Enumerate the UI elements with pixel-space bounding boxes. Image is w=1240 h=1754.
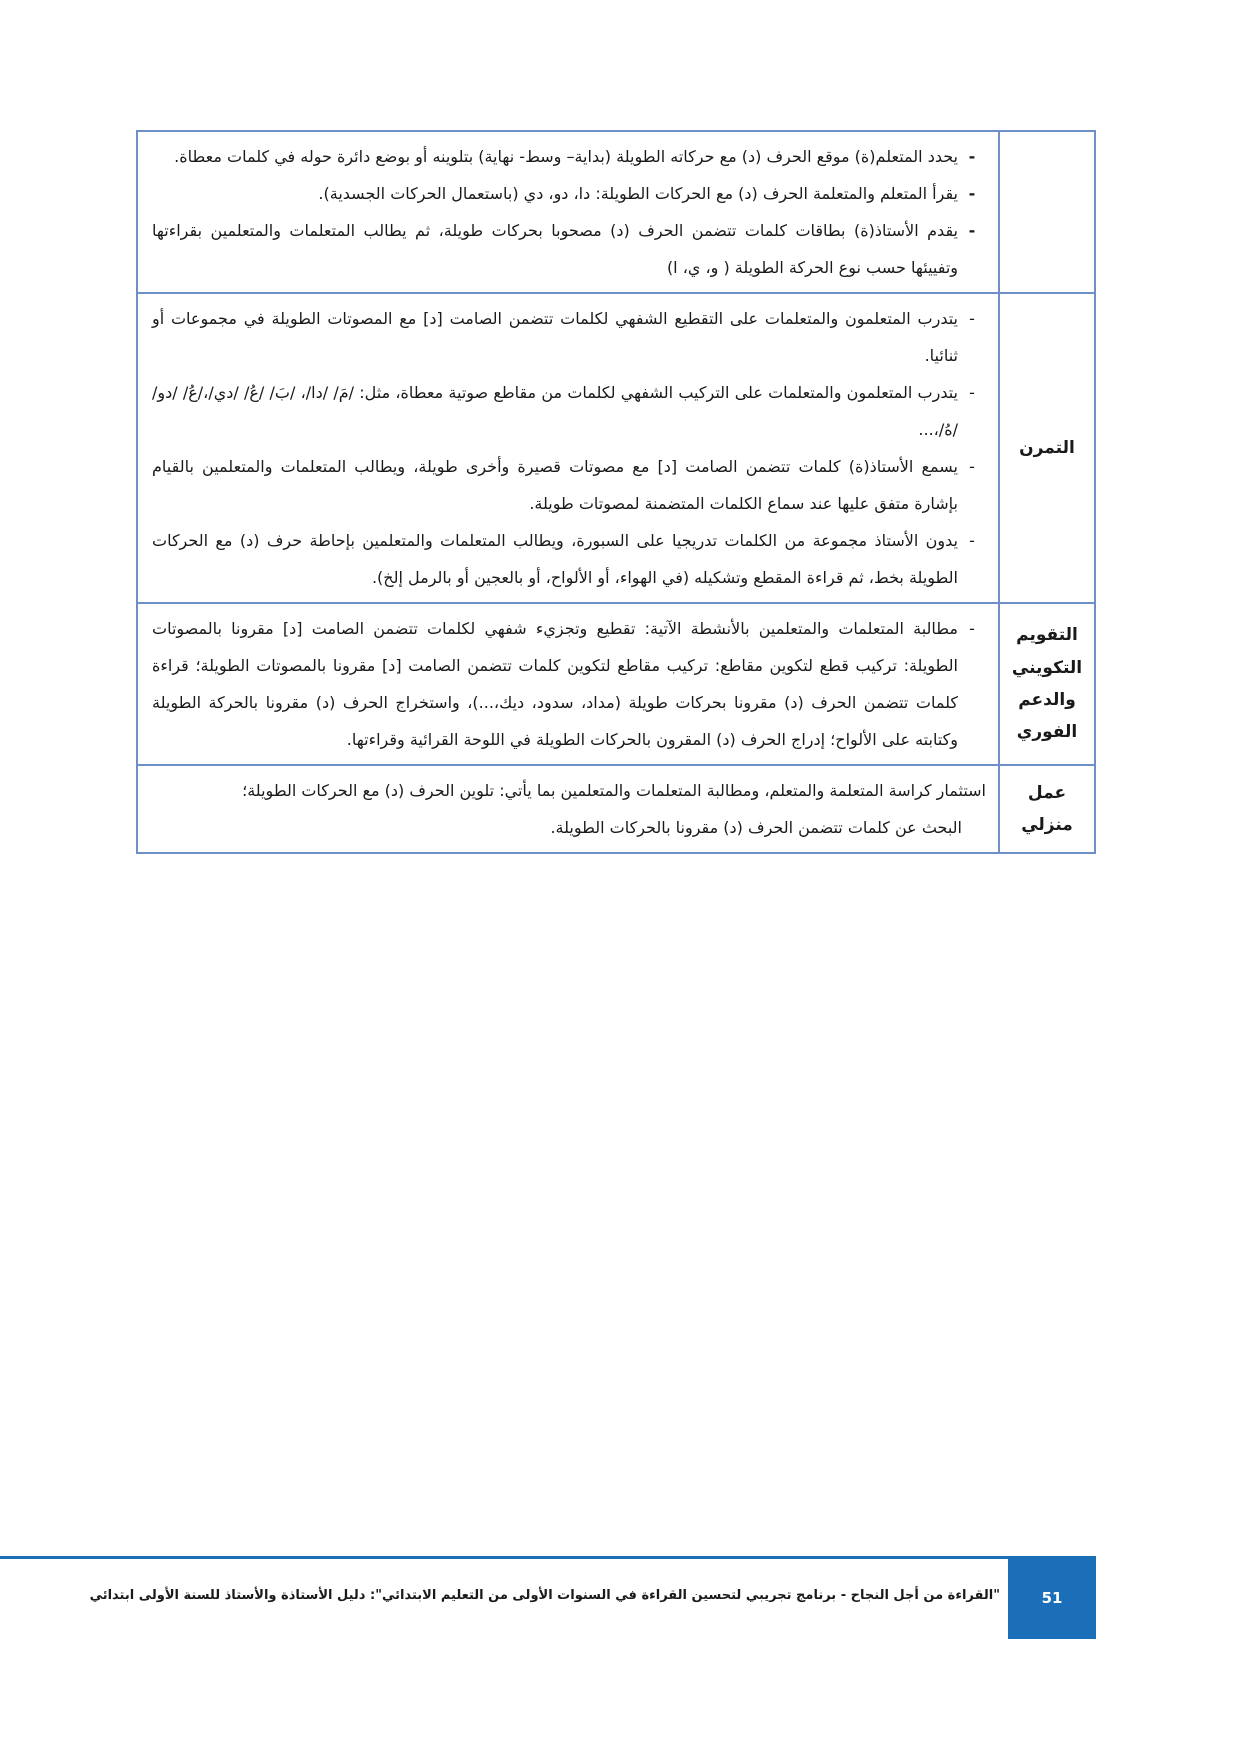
row-content-cell <box>137 603 999 765</box>
activity-list <box>152 300 986 596</box>
list-item: - يحدد المتعلم(ة) موقع الحرف (د) مع حركاته الطويلة (بداية– وسط- نهاية) بتلوينه أو بوضع دائرة حوله في كلمات معطاة. <box>152 138 986 175</box>
row-label-line: والدعم <box>1018 690 1076 710</box>
list-item: - يدون الأستاذ مجموعة من الكلمات تدريجيا على السبورة، ويطالب المتعلمات والمتعلمين بإحاطة حرف (د) مع الحركات الطويلة بخط، ثم قراءة المقطع وتشكيله (في الهواء، أو الألواح، أو بالعجين أو بالرمل إلخ). <box>152 522 986 596</box>
homework-line: البحث عن كلمات تتضمن الحرف (د) مقرونا بالحركات الطويلة. <box>550 818 962 837</box>
table-row <box>137 765 1095 853</box>
homework-line: استثمار كراسة المتعلمة والمتعلم، ومطالبة المتعلمات والمتعلمين بما يأتي: تلوين الحرف (د) مع الحركات الطويلة؛ <box>242 781 986 800</box>
activity-list <box>152 138 986 286</box>
dash-bullet-icon: - <box>969 457 975 476</box>
row-label-line: التكويني <box>1011 657 1083 678</box>
dash-bullet-icon: - <box>969 383 975 402</box>
list-item: - يقرأ المتعلم والمتعلمة الحرف (د) مع الحركات الطويلة: دا، دو، دي (باستعمال الحركات الجسدية). <box>152 175 986 212</box>
list-item: - يتدرب المتعلمون والمتعلمات على التقطيع الشفهي لكلمات تتضمن الصامت [د] مع المصوتات الطويلة في مجموعات أو ثنائيا. <box>152 300 986 374</box>
dash-bullet-icon: - <box>968 221 976 240</box>
activity-list <box>152 610 986 758</box>
list-item: - مطالبة المتعلمات والمتعلمين بالأنشطة الآتية: تقطيع وتجزيء شفهي لكلمات تتضمن الصامت [د] مقرونا بالمصوتات الطويلة: تركيب قطع لتكوين مقاطع: تركيب مقاطع لتكوين كلمات تتضمن الصامت [د] مقرونا بالمصوتات الطويلة؛ قراءة كلمات تتضمن الحرف (د) مقرونا بحركات طويلة (مداد، سدود، ديك،...)، واستخراج الحرف (د) مقرونا بالحركة الطويلة وكتابته على الألواح؛ إدراج الحرف (د) المقرون بالحركات الطويلة في اللوحة القرائية وقراءتها. <box>152 610 986 758</box>
dash-bullet-icon: - <box>969 309 975 328</box>
dash-bullet-icon: - <box>968 184 976 203</box>
homework-text <box>152 772 986 846</box>
table-row <box>137 603 1095 765</box>
list-item: - يقدم الأستاذ(ة) بطاقات كلمات تتضمن الحرف (د) مصحوبا بحركات طويلة، ثم يطالب المتعلمات والمتعلمين بقراءتها وتفييئها حسب نوع الحركة الطويلة ( و، ي، ا) <box>152 212 986 286</box>
row-label-line: التقويم <box>1016 625 1078 646</box>
list-item: - يسمع الأستاذ(ة) كلمات تتضمن الصامت [د] مع مصوتات قصيرة وأخرى طويلة، ويطالب المتعلمات والمتعلمين بالقيام بإشارة متفق عليها عند سماع الكلمات المتضمنة لمصوتات طويلة. <box>152 448 986 522</box>
row-content-cell <box>137 293 999 603</box>
row-label-line: الفوري <box>1016 722 1078 743</box>
dash-bullet-icon: - <box>969 619 975 638</box>
table-row <box>137 131 1095 293</box>
row-label-practice: التمرن <box>1019 437 1075 458</box>
table-row <box>137 293 1095 603</box>
dash-bullet-icon: - <box>969 531 975 550</box>
row-content-cell <box>137 765 999 853</box>
list-item: - يتدرب المتعلمون والمتعلمات على التركيب الشفهي لكلمات من مقاطع صوتية معطاة، مثل: /مَ/ /دا/، /بَ/ /عُ/ /دي/،/عُ/ /دو/ /هُ/،... <box>152 374 986 448</box>
row-label-line: منزلي <box>1021 815 1073 835</box>
row-label-cell <box>999 131 1095 293</box>
row-label-cell <box>999 603 1095 765</box>
page-number: 51 <box>1008 1556 1096 1639</box>
dash-bullet-icon: - <box>968 147 976 166</box>
row-label-line: عمل <box>1027 782 1067 803</box>
row-label-cell <box>999 765 1095 853</box>
footer-rule <box>0 1556 1010 1559</box>
lesson-table <box>136 130 1096 854</box>
row-content-cell <box>137 131 999 293</box>
row-label-cell <box>999 293 1095 603</box>
footer-title: "القراءة من أجل النجاح - برنامج تجريبي لتحسين القراءة في السنوات الأولى من التعليم الابتدائي": دليل الأستاذة والأستاذ للسنة الأولى ابتدائي <box>89 1588 1000 1603</box>
